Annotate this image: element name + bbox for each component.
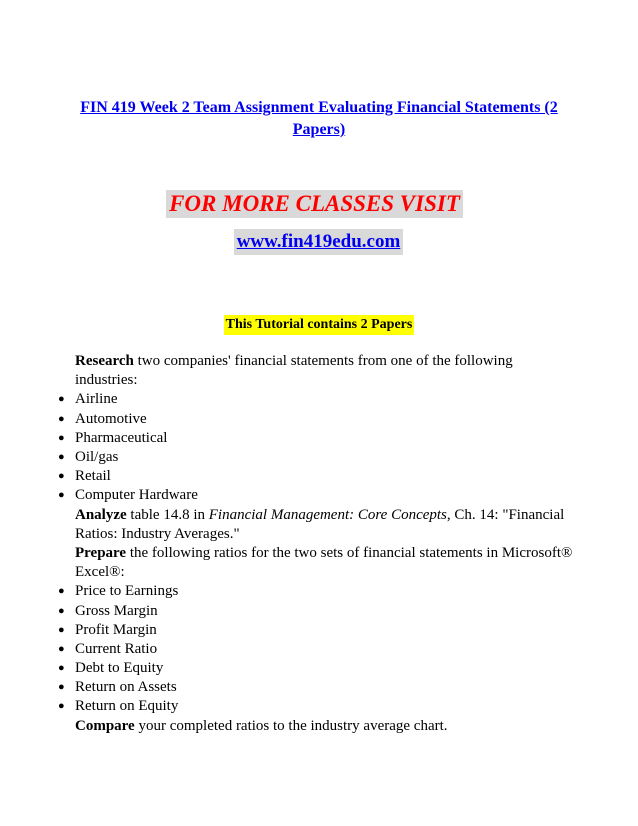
industry-item <box>0 467 638 486</box>
url-banner <box>0 229 638 255</box>
ratio-label: Debt to Equity <box>75 660 164 677</box>
ratio-label: Return on Equity <box>75 698 179 715</box>
ratio-label: Profit Margin <box>75 621 157 638</box>
industry-item <box>0 390 638 409</box>
tutorial-banner <box>0 315 638 335</box>
industry-label: Retail <box>75 468 111 485</box>
industry-label: Computer Hardware <box>75 487 198 504</box>
ratio-item <box>0 640 638 659</box>
bullet-icon: ● <box>58 431 65 444</box>
tutorial-note: This Tutorial contains 2 Papers <box>224 315 415 335</box>
industry-label: Automotive <box>75 410 147 427</box>
prepare-text: the following ratios for the two sets of financial statements in Microsoft® Excel®: <box>75 544 573 581</box>
industry-item <box>0 486 638 505</box>
ratio-label: Gross Margin <box>75 602 158 619</box>
bullet-icon: ● <box>58 450 65 463</box>
document-title[interactable]: FIN 419 Week 2 Team Assignment Evaluating Financial Statements (2 Papers) <box>80 99 558 138</box>
book-title: Financial Management: Core Concepts <box>208 506 447 523</box>
ratio-item <box>0 621 638 640</box>
ratio-item <box>0 582 638 601</box>
bullet-icon: ● <box>58 681 65 694</box>
compare-text: your completed ratios to the industry average chart. <box>134 717 448 734</box>
prepare-label: Prepare <box>75 544 127 561</box>
bullet-icon: ● <box>58 412 65 425</box>
ratio-list <box>0 582 638 716</box>
industry-label: Airline <box>75 391 118 408</box>
industry-item <box>0 429 638 448</box>
bullet-icon: ● <box>58 470 65 483</box>
industry-label: Oil/gas <box>75 448 119 465</box>
bullet-icon: ● <box>58 642 65 655</box>
bullet-icon: ● <box>58 489 65 502</box>
analyze-paragraph <box>0 506 575 544</box>
compare-label: Compare <box>75 717 135 734</box>
ratio-item <box>0 602 638 621</box>
industry-label: Pharmaceutical <box>75 429 168 446</box>
industry-list <box>0 390 638 505</box>
research-label: Research <box>75 353 134 369</box>
ratio-item <box>0 697 638 716</box>
ratio-label: Price to Earnings <box>75 583 179 600</box>
bullet-icon: ● <box>58 585 65 598</box>
industry-item <box>0 448 638 467</box>
prepare-paragraph <box>0 544 575 582</box>
research-text: two companies' financial statements from one of the following industries: <box>75 353 513 389</box>
ratio-label: Current Ratio <box>75 640 158 657</box>
website-link[interactable]: www.fin419edu.com <box>234 229 404 255</box>
analyze-label: Analyze <box>75 506 127 523</box>
ratio-item <box>0 678 638 697</box>
visit-banner <box>0 190 638 218</box>
bullet-icon: ● <box>58 393 65 406</box>
assignment-body <box>0 352 638 736</box>
analyze-text: table 14.8 in <box>126 506 209 523</box>
bullet-icon: ● <box>58 662 65 675</box>
compare-paragraph <box>0 717 575 736</box>
research-paragraph <box>0 352 575 390</box>
ratio-label: Return on Assets <box>75 679 177 696</box>
analyze-text-continued: , Ch. 14: "Financial Ratios: Industry Averages." <box>75 506 565 542</box>
bullet-icon: ● <box>58 604 65 617</box>
industry-item <box>0 410 638 429</box>
bullet-icon: ● <box>58 700 65 713</box>
visit-text: FOR MORE CLASSES VISIT <box>166 190 463 218</box>
ratio-item <box>0 659 638 678</box>
bullet-icon: ● <box>58 623 65 636</box>
